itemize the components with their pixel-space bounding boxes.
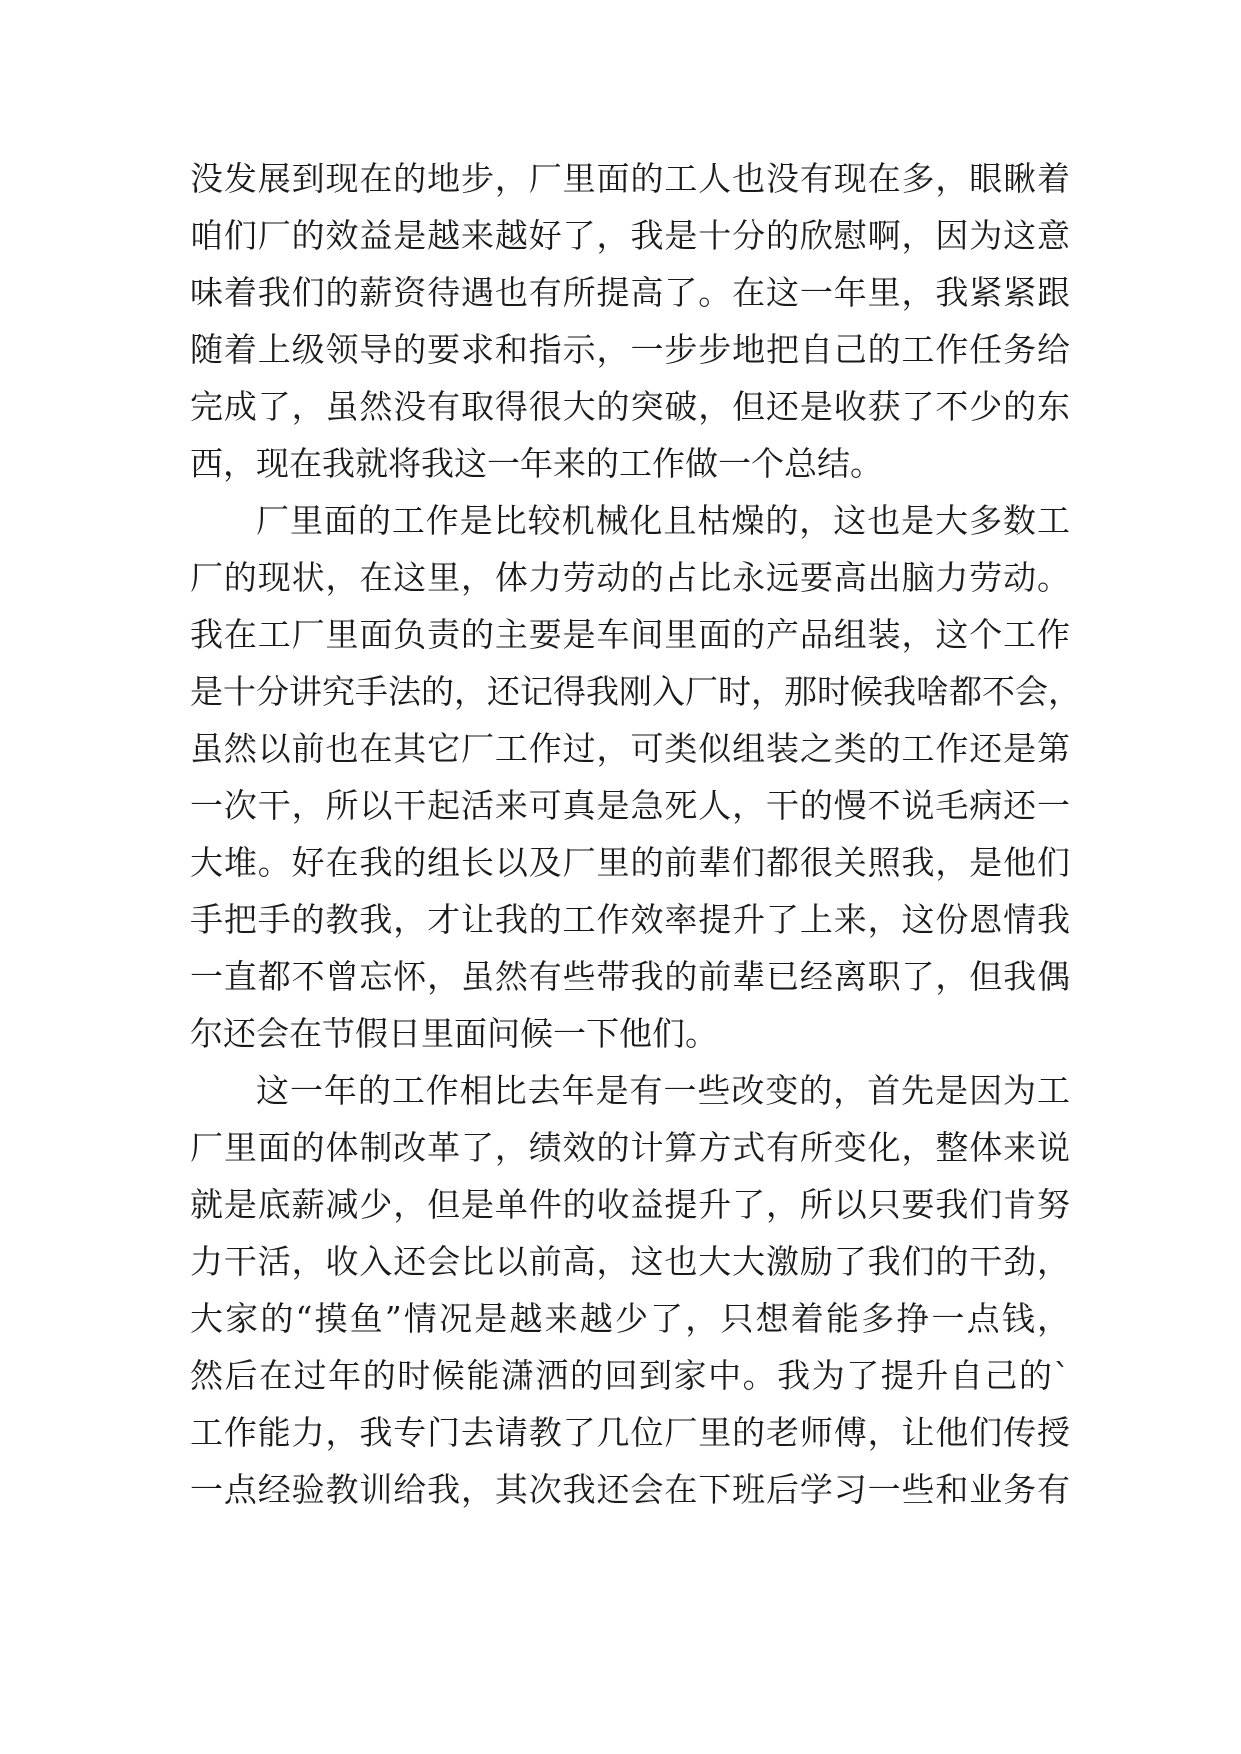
text-line: 就是底薪减少，但是单件的收益提升了，所以只要我们肯努 — [190, 1185, 1070, 1224]
text-line: 一直都不曾忘怀，虽然有些带我的前辈已经离职了，但我偶 — [190, 957, 1070, 996]
text-line: 味着我们的薪资待遇也有所提高了。在这一年里，我紧紧跟 — [190, 273, 1070, 312]
text-line: 一次干，所以干起活来可真是急死人，干的慢不说毛病还一 — [190, 786, 1070, 825]
text-line: 没发展到现在的地步，厂里面的工人也没有现在多，眼瞅着 — [190, 159, 1070, 198]
text-line: 大堆。好在我的组长以及厂里的前辈们都很关照我，是他们 — [190, 843, 1070, 882]
text-line: 手把手的教我，才让我的工作效率提升了上来，这份恩情我 — [190, 900, 1070, 939]
text-line: 一点经验教训给我，其次我还会在下班后学习一些和业务有 — [190, 1470, 1070, 1509]
text-line: 厂的现状，在这里，体力劳动的占比永远要高出脑力劳动。 — [190, 558, 1070, 597]
text-line: 虽然以前也在其它厂工作过，可类似组装之类的工作还是第 — [190, 729, 1070, 768]
text-line: 西，现在我就将我这一年来的工作做一个总结。 — [190, 444, 883, 483]
text-line: 力干活，收入还会比以前高，这也大大激励了我们的干劲， — [190, 1242, 1070, 1281]
text-line: 工作能力，我专门去请教了几位厂里的老师傅，让他们传授 — [190, 1413, 1070, 1452]
text-line: 随着上级领导的要求和指示，一步步地把自己的工作任务给 — [190, 330, 1070, 369]
text-line: 咱们厂的效益是越来越好了，我是十分的欣慰啊，因为这意 — [190, 216, 1070, 255]
text-line: 然后在过年的时候能潇洒的回到家中。我为了提升自己的` — [190, 1356, 1070, 1395]
text-line: 我在工厂里面负责的主要是车间里面的产品组装，这个工作 — [190, 615, 1070, 654]
text-line: 是十分讲究手法的，还记得我刚入厂时，那时候我啥都不会， — [190, 672, 1081, 711]
text-line: 这一年的工作相比去年是有一些改变的，首先是因为工 — [256, 1071, 1070, 1110]
paragraph-2 — [190, 492, 1081, 1062]
paragraph-1 — [190, 150, 1070, 492]
text-line: 尔还会在节假日里面问候一下他们。 — [190, 1014, 718, 1053]
text-line: 大家的“摸鱼”情况是越来越少了，只想着能多挣一点钱， — [190, 1299, 1070, 1338]
text-line: 完成了，虽然没有取得很大的突破，但还是收获了不少的东 — [190, 387, 1070, 426]
document-body — [190, 150, 1081, 1518]
paragraph-3 — [190, 1062, 1070, 1518]
text-line: 厂里面的工作是比较机械化且枯燥的，这也是大多数工 — [256, 501, 1070, 540]
text-line: 厂里面的体制改革了，绩效的计算方式有所变化，整体来说 — [190, 1128, 1070, 1167]
